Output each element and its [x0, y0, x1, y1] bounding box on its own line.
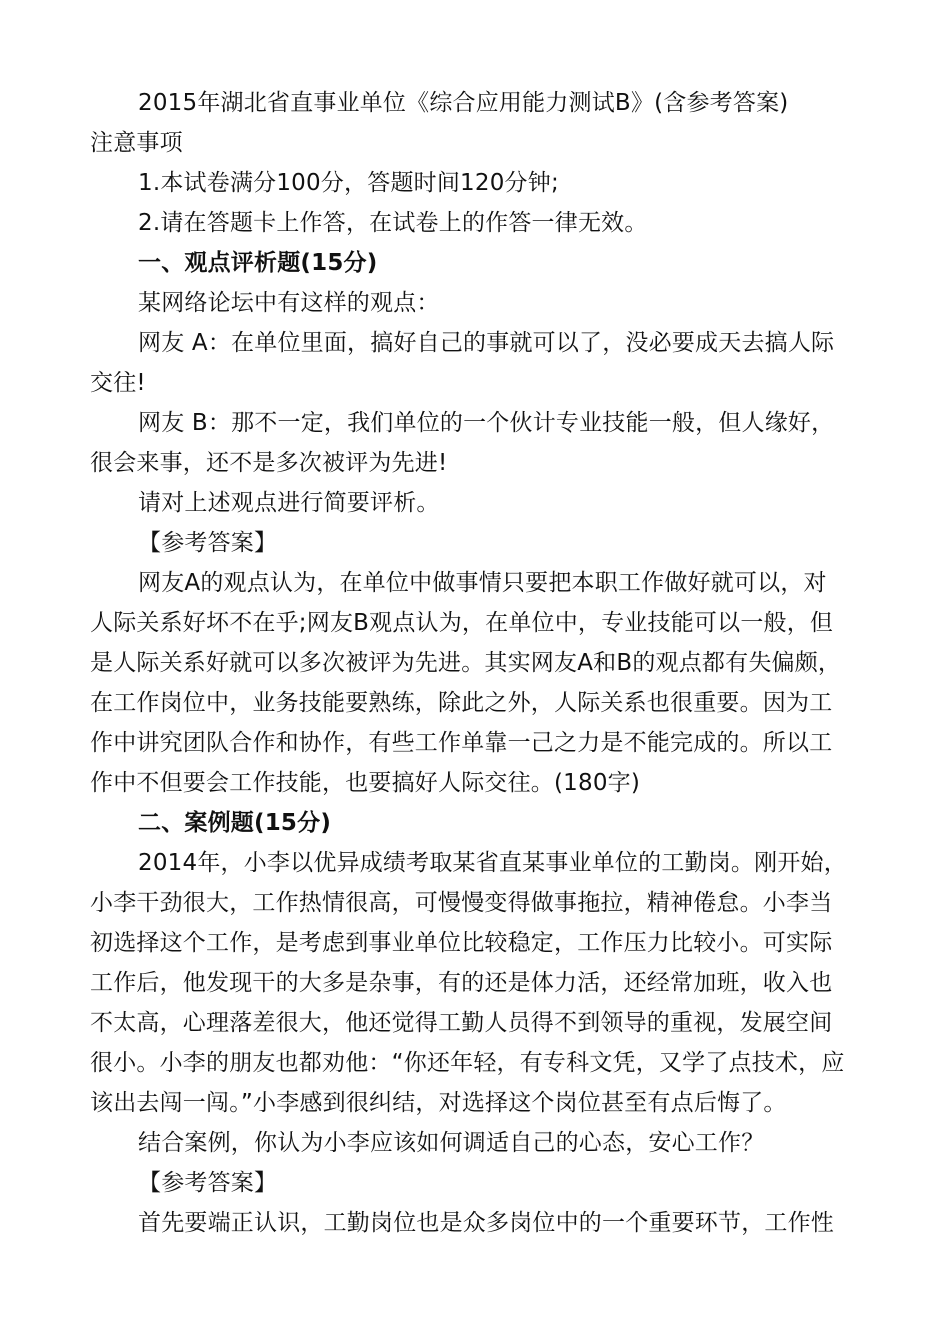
section1-answer-line: 人际关系好坏不在乎;网友B观点认为，在单位中，专业技能可以一般，但 — [90, 610, 834, 636]
section1-heading: 一、观点评析题(15分) — [138, 250, 378, 276]
netizen-a-opinion-cont: 交往! — [90, 370, 146, 396]
notice-heading: 注意事项 — [90, 130, 183, 156]
netizen-a-opinion: 网友 A：在单位里面，搞好自己的事就可以了，没必要成天去搞人际 — [138, 330, 835, 356]
notice-item: 1.本试卷满分100分，答题时间120分钟; — [138, 170, 559, 196]
section1-answer-label: 【参考答案】 — [138, 530, 278, 556]
section1-question: 请对上述观点进行简要评析。 — [138, 490, 440, 516]
notice-item: 2.请在答题卡上作答，在试卷上的作答一律无效。 — [138, 210, 648, 236]
case-line: 小李干劲很大，工作热情很高，可慢慢变得做事拖拉，精神倦怠。小李当 — [90, 890, 833, 916]
case-line: 工作后，他发现干的大多是杂事，有的还是体力活，还经常加班，收入也 — [90, 970, 833, 996]
case-line: 该出去闯一闯。”小李感到很纠结，对选择这个岗位甚至有点后悔了。 — [90, 1090, 787, 1116]
section2-answer-label: 【参考答案】 — [138, 1170, 278, 1196]
section2-question: 结合案例，你认为小李应该如何调适自己的心态，安心工作？ — [138, 1130, 765, 1156]
section1-intro: 某网络论坛中有这样的观点： — [138, 290, 440, 316]
case-line: 2014年，小李以优异成绩考取某省直某事业单位的工勤岗。刚开始， — [138, 850, 847, 876]
netizen-b-opinion-cont: 很会来事，还不是多次被评为先进! — [90, 450, 448, 476]
section2-heading: 二、案例题(15分) — [138, 810, 332, 836]
section1-answer-line: 在工作岗位中，业务技能要熟练，除此之外，人际关系也很重要。因为工 — [90, 690, 833, 716]
case-line: 初选择这个工作，是考虑到事业单位比较稳定，工作压力比较小。可实际 — [90, 930, 833, 956]
netizen-b-opinion: 网友 B：那不一定，我们单位的一个伙计专业技能一般，但人缘好， — [138, 410, 835, 436]
section1-answer-line: 作中不但要会工作技能，也要搞好人际交往。(180字) — [90, 770, 641, 796]
case-line: 不太高，心理落差很大，他还觉得工勤人员得不到领导的重视，发展空间 — [90, 1010, 833, 1036]
section1-answer-line: 网友A的观点认为，在单位中做事情只要把本职工作做好就可以，对 — [138, 570, 827, 596]
document-title: 2015年湖北省直事业单位《综合应用能力测试B》(含参考答案) — [138, 90, 789, 116]
section1-answer-line: 是人际关系好就可以多次被评为先进。其实网友A和B的观点都有失偏颇， — [90, 650, 842, 676]
section1-answer-line: 作中讲究团队合作和协作，有些工作单靠一己之力是不能完成的。所以工 — [90, 730, 833, 756]
case-line: 很小。小李的朋友也都劝他：“你还年轻，有专科文凭，又学了点技术，应 — [90, 1050, 845, 1076]
section2-answer-line: 首先要端正认识，工勤岗位也是众多岗位中的一个重要环节，工作性 — [138, 1210, 834, 1236]
